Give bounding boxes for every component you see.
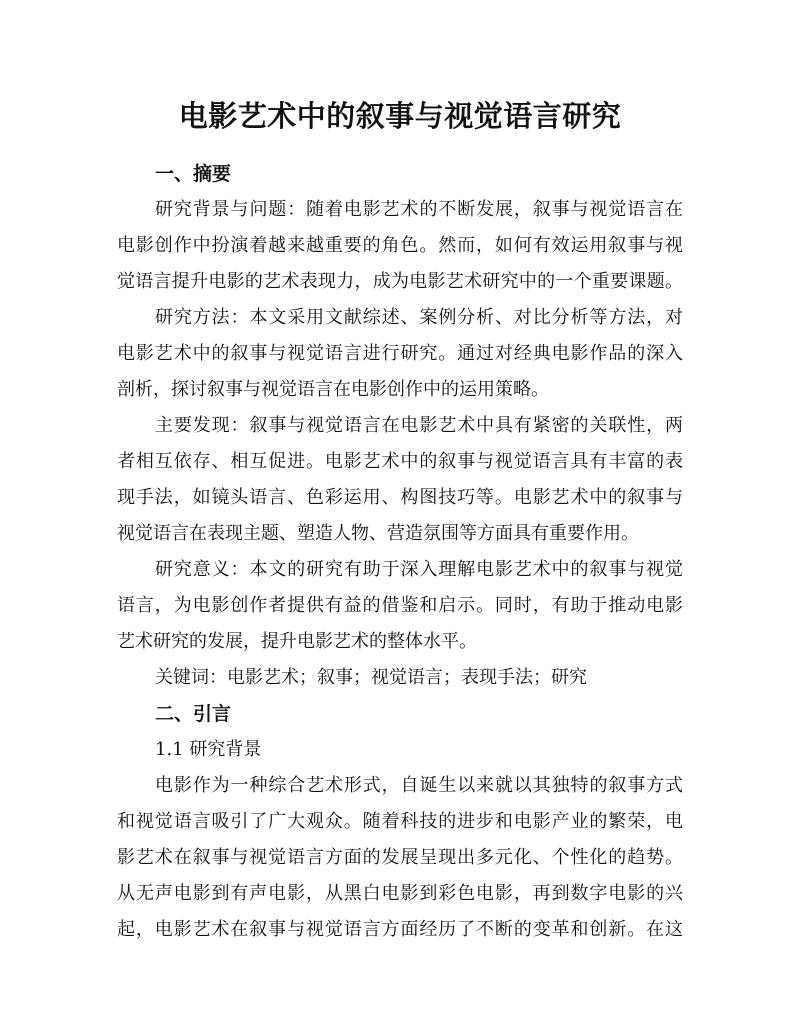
text-line: 研究意义：本文的研究有助于深入理解电影艺术中的叙事与视觉 <box>155 559 683 580</box>
text-line: 主要发现：叙事与视觉语言在电影艺术中具有紧密的关联性，两 <box>155 415 683 436</box>
abstract-background-paragraph <box>117 192 683 300</box>
research-background-subheading: 1.1 研究背景 <box>155 739 262 760</box>
abstract-methods-paragraph <box>117 300 683 408</box>
text-line: 剖析，探讨叙事与视觉语言在电影创作中的运用策略。 <box>117 379 549 400</box>
text-line: 和视觉语言吸引了广大观众。随着科技的进步和电影产业的繁荣，电 <box>117 811 683 832</box>
text-line: 研究方法：本文采用文献综述、案例分析、对比分析等方法，对 <box>155 307 683 328</box>
text-line: 电影作为一种综合艺术形式，自诞生以来就以其独特的叙事方式 <box>155 775 683 796</box>
text-line: 现手法，如镜头语言、色彩运用、构图技巧等。电影艺术中的叙事与 <box>117 487 683 508</box>
text-line: 影艺术在叙事与视觉语言方面的发展呈现出多元化、个性化的趋势。 <box>117 847 683 868</box>
abstract-findings-paragraph <box>117 408 683 552</box>
text-line: 语言，为电影创作者提供有益的借鉴和启示。同时，有助于推动电影 <box>117 595 683 616</box>
text-line: 视觉语言在表现主题、塑造人物、营造氛围等方面具有重要作用。 <box>117 523 639 544</box>
text-line: 起，电影艺术在叙事与视觉语言方面经历了不断的变革和创新。在这 <box>117 919 683 940</box>
introduction-heading: 二、引言 <box>155 703 232 725</box>
text-line: 艺术研究的发展，提升电影艺术的整体水平。 <box>117 631 477 652</box>
introduction-paragraph <box>117 768 683 948</box>
keywords-line: 关键词：电影艺术；叙事；视觉语言；表现手法；研究 <box>155 667 587 688</box>
text-line: 觉语言提升电影的艺术表现力，成为电影艺术研究中的一个重要课题。 <box>117 271 683 292</box>
text-line: 电影创作中扮演着越来越重要的角色。然而，如何有效运用叙事与视 <box>117 235 683 256</box>
text-line: 从无声电影到有声电影，从黑白电影到彩色电影，再到数字电影的兴 <box>117 883 683 904</box>
abstract-heading: 一、摘要 <box>155 163 232 185</box>
document-title: 电影艺术中的叙事与视觉语言研究 <box>178 99 622 133</box>
abstract-significance-paragraph <box>117 552 683 660</box>
text-line: 研究背景与问题：随着电影艺术的不断发展，叙事与视觉语言在 <box>155 199 683 220</box>
text-line: 者相互依存、相互促进。电影艺术中的叙事与视觉语言具有丰富的表 <box>117 451 683 472</box>
text-line: 电影艺术中的叙事与视觉语言进行研究。通过对经典电影作品的深入 <box>117 343 683 364</box>
